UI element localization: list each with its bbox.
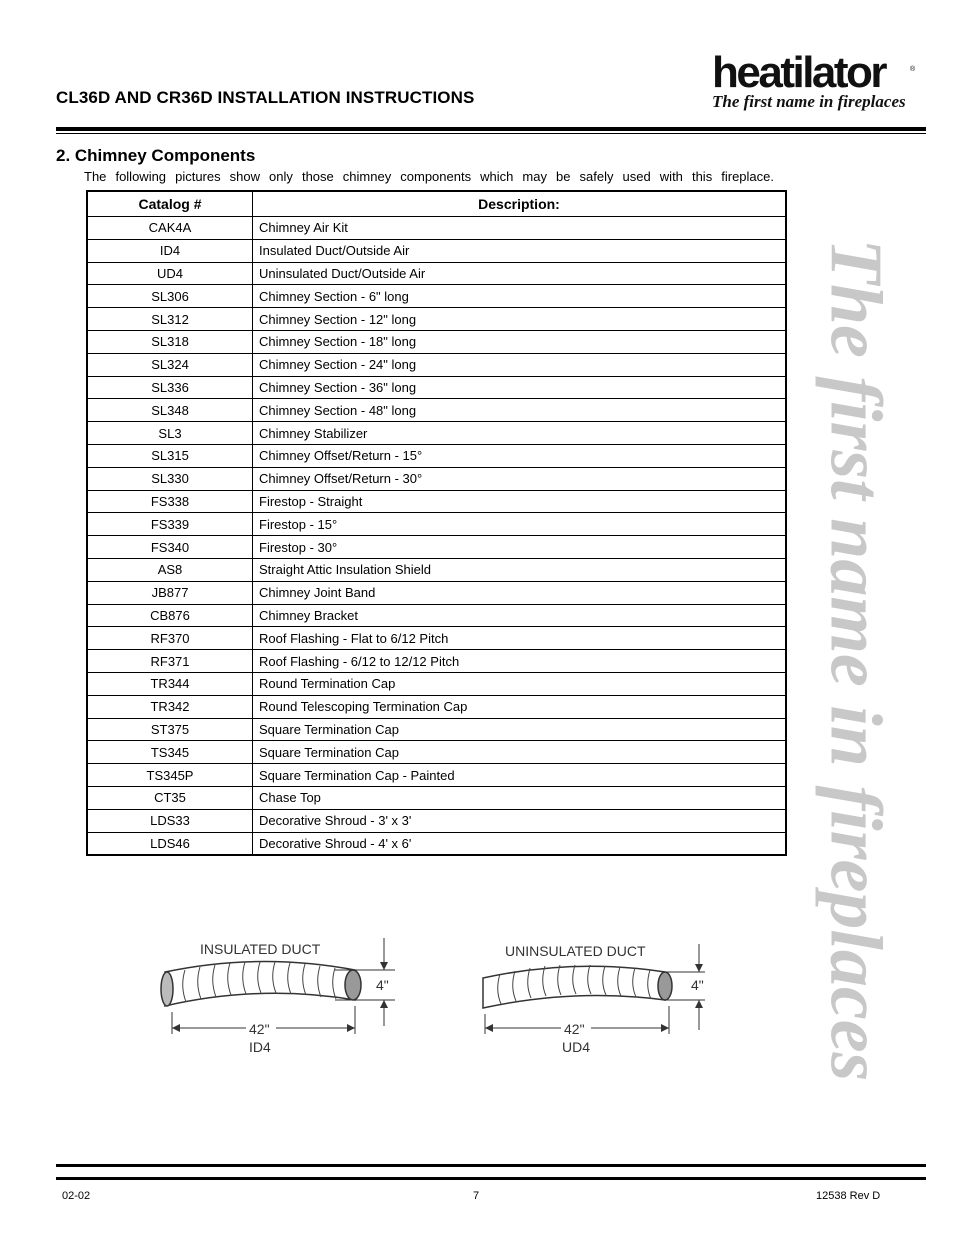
catalog-number: RF370 [87, 627, 253, 650]
catalog-number: SL318 [87, 330, 253, 353]
component-description: Chimney Bracket [253, 604, 787, 627]
component-description: Decorative Shroud - 4' x 6' [253, 832, 787, 855]
table-row [87, 672, 786, 695]
uninsulated-duct-title: UNINSULATED DUCT [505, 943, 646, 959]
catalog-number: CAK4A [87, 217, 253, 240]
table-row [87, 695, 786, 718]
footer-date: 02-02 [62, 1190, 91, 1202]
component-description: Roof Flashing - Flat to 6/12 Pitch [253, 627, 787, 650]
table-row [87, 353, 786, 376]
table-row [87, 718, 786, 741]
vertical-watermark: The first name in fireplaces [814, 238, 897, 1082]
component-description: Square Termination Cap - Painted [253, 764, 787, 787]
table-row [87, 832, 786, 855]
footer-doc-number: 12538 Rev D [816, 1190, 881, 1202]
catalog-number: UD4 [87, 262, 253, 285]
component-description: Chimney Air Kit [253, 217, 787, 240]
header-rule-thin [56, 133, 926, 134]
catalog-number: TR344 [87, 672, 253, 695]
table-header-row [87, 191, 786, 217]
insulated-duct-length: 42" [249, 1021, 270, 1037]
catalog-number: SL324 [87, 353, 253, 376]
header-catalog: Catalog # [87, 191, 253, 217]
insulated-duct-diagram [150, 930, 410, 1060]
table-row [87, 581, 786, 604]
catalog-number: ST375 [87, 718, 253, 741]
catalog-number: LDS46 [87, 832, 253, 855]
catalog-number: SL312 [87, 308, 253, 331]
component-description: Chimney Section - 24" long [253, 353, 787, 376]
component-description: Chimney Section - 12" long [253, 308, 787, 331]
table-row [87, 764, 786, 787]
component-description: Uninsulated Duct/Outside Air [253, 262, 787, 285]
table-row [87, 809, 786, 832]
table-row [87, 399, 786, 422]
component-description: Roof Flashing - 6/12 to 12/12 Pitch [253, 650, 787, 673]
section-heading: 2. Chimney Components [56, 146, 256, 165]
catalog-number: SL3 [87, 422, 253, 445]
component-description: Firestop - 30° [253, 536, 787, 559]
table-row [87, 490, 786, 513]
table-row [87, 217, 786, 240]
uninsulated-duct-diameter: 4" [691, 977, 704, 993]
insulated-duct-title: INSULATED DUCT [200, 941, 321, 957]
section-intro: The following pictures show only those chimney components which may be safely used with this fireplace. [84, 169, 774, 184]
catalog-number: SL315 [87, 444, 253, 467]
page-title: CL36D AND CR36D INSTALLATION INSTRUCTIONS [56, 88, 475, 107]
table-row [87, 444, 786, 467]
table-row [87, 558, 786, 581]
insulated-duct-body [165, 961, 355, 1006]
uninsulated-duct-code: UD4 [562, 1039, 591, 1055]
catalog-number: SL336 [87, 376, 253, 399]
insulated-duct-diameter: 4" [376, 977, 389, 993]
uninsulated-duct-length: 42" [564, 1021, 585, 1037]
component-description: Chimney Offset/Return - 15° [253, 444, 787, 467]
component-description: Chimney Section - 18" long [253, 330, 787, 353]
component-description: Insulated Duct/Outside Air [253, 239, 787, 262]
table-row [87, 604, 786, 627]
footer-rule-thick-lower [56, 1177, 926, 1180]
logo-registered-mark: ® [910, 66, 916, 73]
table-row [87, 741, 786, 764]
table-row [87, 786, 786, 809]
catalog-number: TR342 [87, 695, 253, 718]
component-description: Firestop - Straight [253, 490, 787, 513]
table-body [87, 217, 786, 856]
footer-page-number: 7 [473, 1190, 480, 1202]
table-row [87, 513, 786, 536]
catalog-number: TS345P [87, 764, 253, 787]
component-description: Chimney Stabilizer [253, 422, 787, 445]
table-row [87, 308, 786, 331]
logo-tagline: The first name in fireplaces [712, 92, 906, 111]
catalog-number: TS345 [87, 741, 253, 764]
insulated-duct-right-end [345, 970, 361, 1000]
table-row [87, 330, 786, 353]
heatilator-logo [708, 48, 918, 116]
component-description: Chase Top [253, 786, 787, 809]
catalog-number: ID4 [87, 239, 253, 262]
chimney-components-table [86, 190, 787, 856]
insulated-duct-code: ID4 [249, 1039, 271, 1055]
catalog-number: CB876 [87, 604, 253, 627]
component-description: Firestop - 15° [253, 513, 787, 536]
catalog-number: JB877 [87, 581, 253, 604]
table-row [87, 239, 786, 262]
table-row [87, 422, 786, 445]
component-description: Round Termination Cap [253, 672, 787, 695]
catalog-number: FS338 [87, 490, 253, 513]
component-description: Decorative Shroud - 3' x 3' [253, 809, 787, 832]
catalog-number: SL306 [87, 285, 253, 308]
logo-wordmark: heatilator [712, 48, 886, 97]
component-description: Chimney Joint Band [253, 581, 787, 604]
component-description: Square Termination Cap [253, 741, 787, 764]
catalog-number: FS340 [87, 536, 253, 559]
table-row [87, 376, 786, 399]
catalog-number: FS339 [87, 513, 253, 536]
table-row [87, 627, 786, 650]
catalog-number: RF371 [87, 650, 253, 673]
catalog-number: CT35 [87, 786, 253, 809]
uninsulated-duct-right-end [658, 972, 672, 1000]
catalog-number: LDS33 [87, 809, 253, 832]
component-description: Chimney Section - 6" long [253, 285, 787, 308]
component-description: Chimney Section - 36" long [253, 376, 787, 399]
component-description: Square Termination Cap [253, 718, 787, 741]
header-rule-thick [56, 127, 926, 131]
component-description: Chimney Offset/Return - 30° [253, 467, 787, 490]
footer-rule-thick [56, 1164, 926, 1167]
uninsulated-duct-diagram [465, 930, 725, 1060]
catalog-number: AS8 [87, 558, 253, 581]
component-description: Chimney Section - 48" long [253, 399, 787, 422]
component-description: Round Telescoping Termination Cap [253, 695, 787, 718]
header-description: Description: [253, 191, 787, 217]
table-row [87, 536, 786, 559]
table-row [87, 467, 786, 490]
table-row [87, 285, 786, 308]
catalog-number: SL348 [87, 399, 253, 422]
table-row [87, 262, 786, 285]
table-row [87, 650, 786, 673]
catalog-number: SL330 [87, 467, 253, 490]
component-description: Straight Attic Insulation Shield [253, 558, 787, 581]
insulated-duct-left-end [161, 972, 173, 1006]
